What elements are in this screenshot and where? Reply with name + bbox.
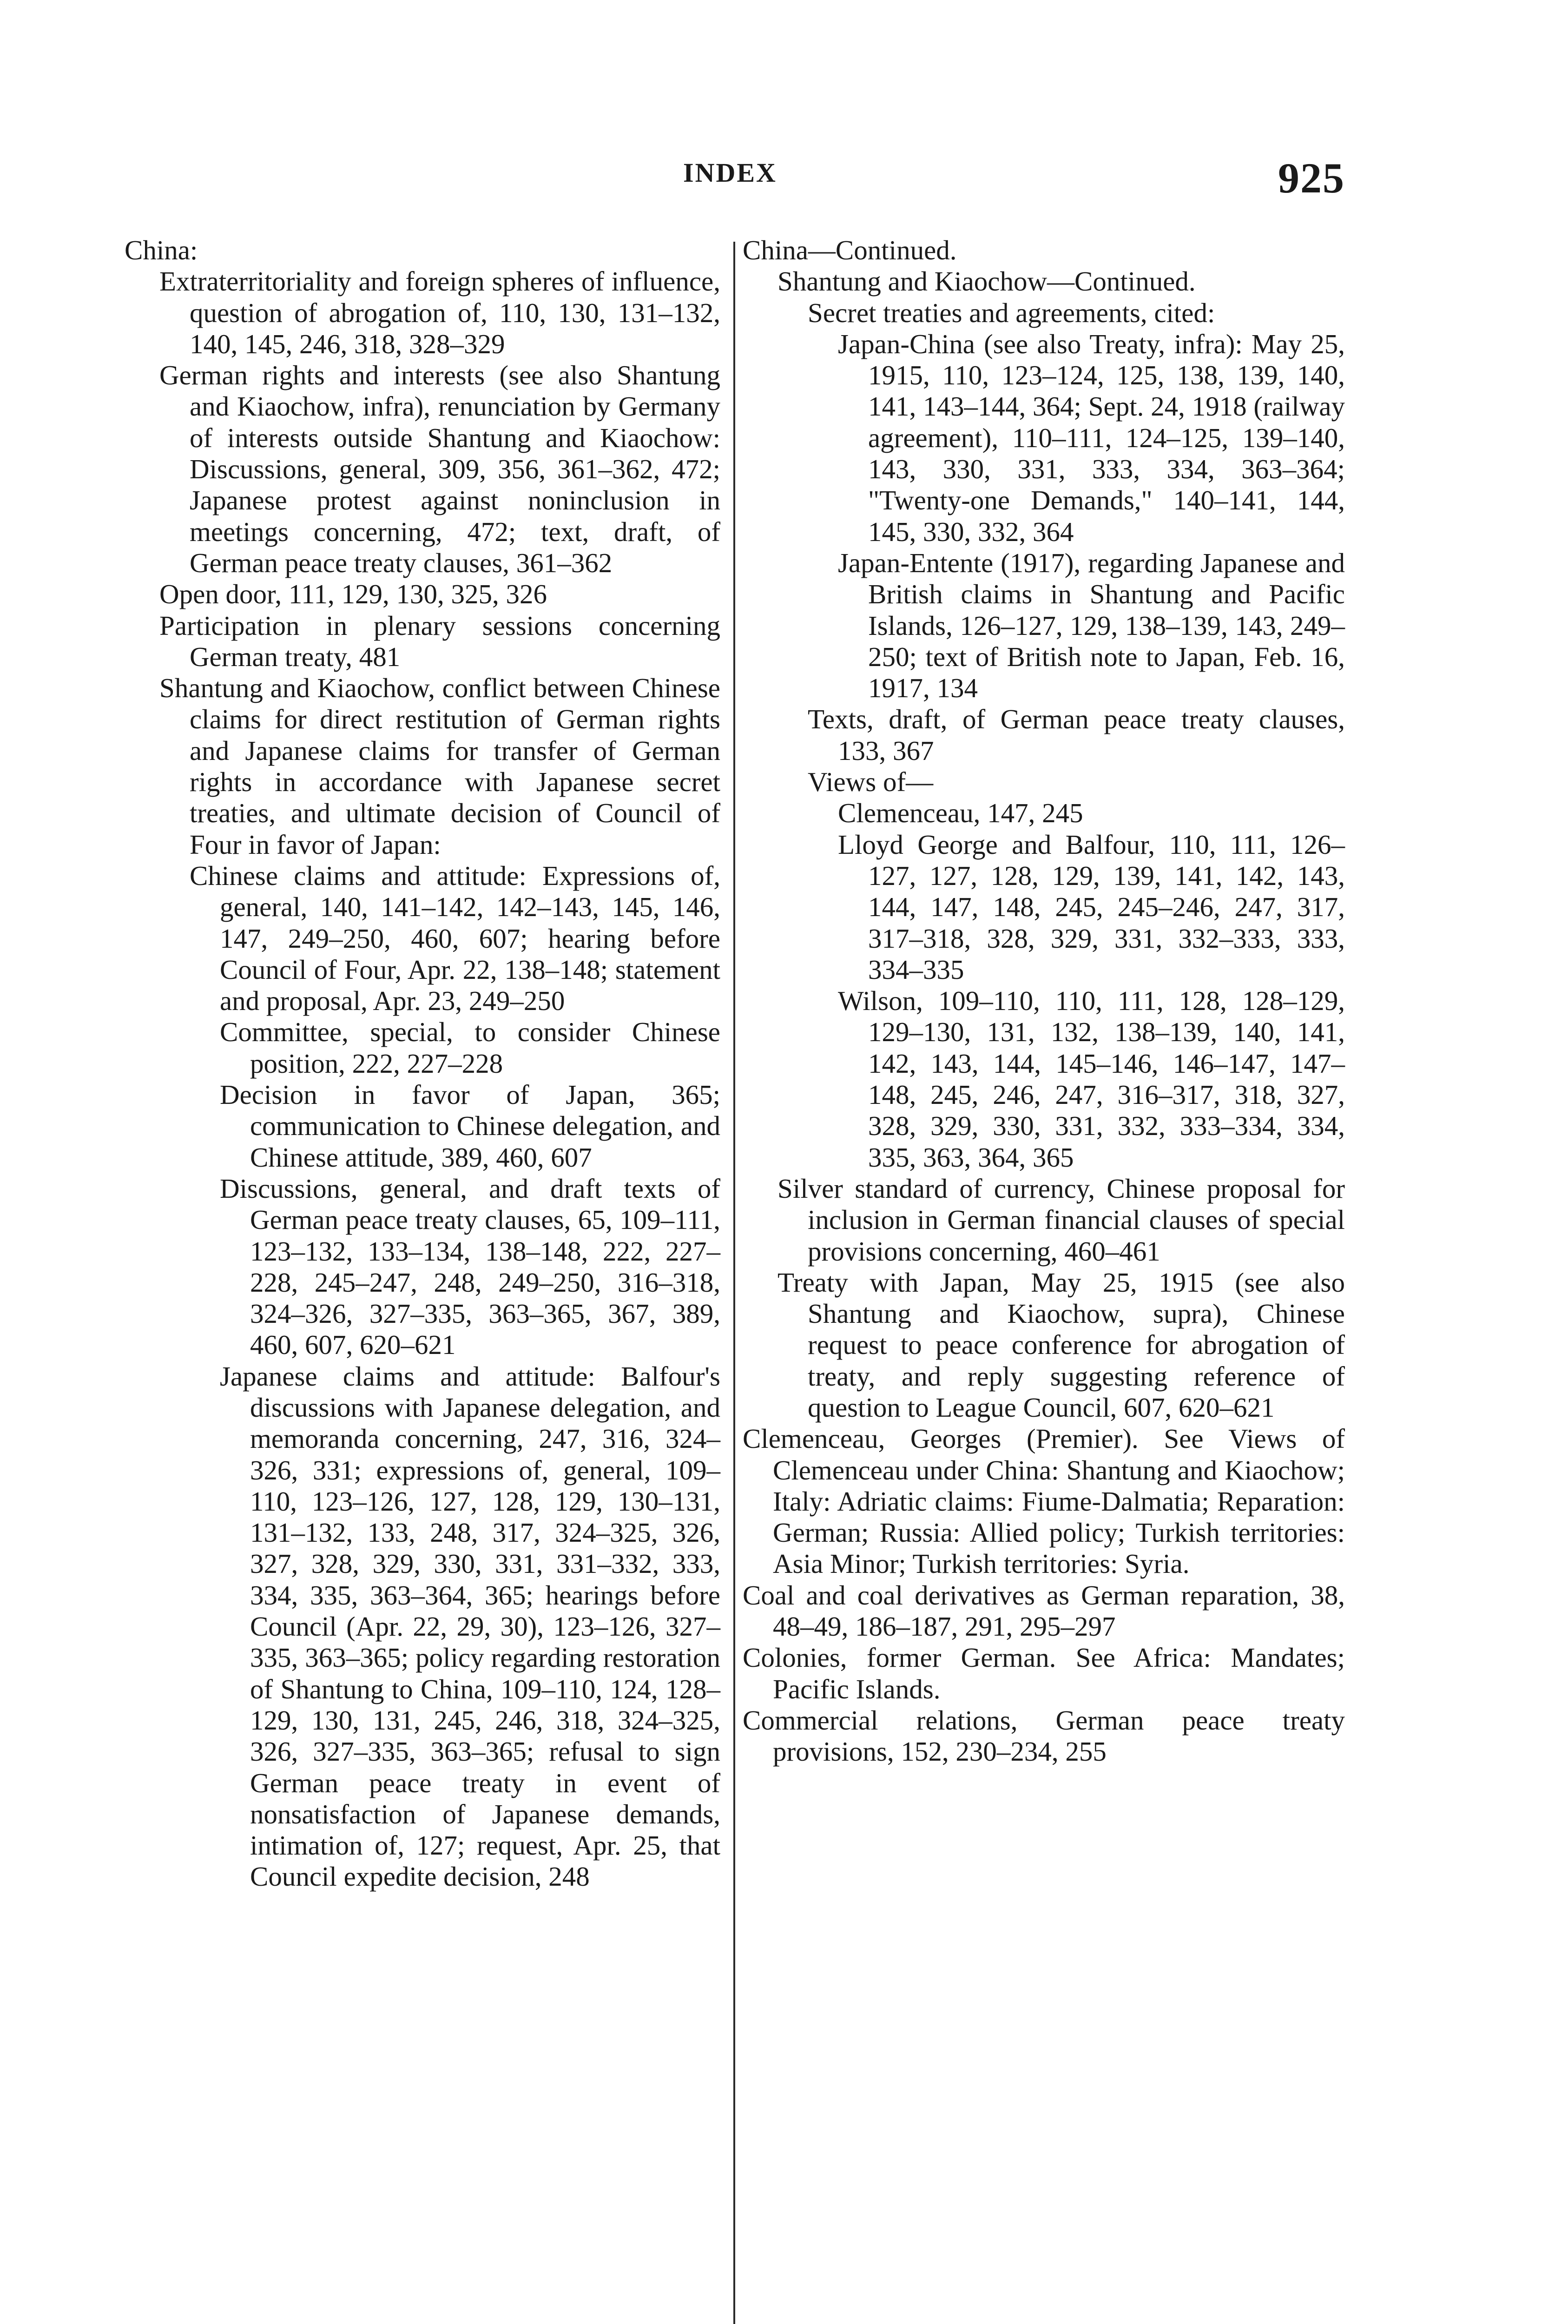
index-subentry: Discussions, general, and draft texts of German peace treaty clauses, 65, 109–111, 123–132, 133–134, 138–148, 222, 227–228, 245–247, 248, 249–250, 316–318, 324–326, 327–335, 363–365, 367, 389, 460, 607, 620–621 [220,1173,720,1360]
running-head [0,153,1568,200]
index-entry: German rights and interests (see also Shantung and Kiaochow, infra), renunciation by Germany of interests outside Shantung and Kiaochow: Discussions, general, 309, 356, 361–362, 472; Japanese protest against noninclusion in meetings concerning, 472; text, draft, of German peace treaty clauses, 361–362 [159,360,720,578]
index-subentry: Committee, special, to consider Chinese position, 222, 227–228 [220,1017,720,1079]
index-subentry: Views of— [808,766,934,798]
index-heading-continued: China—Continued. [743,235,957,265]
column-rule [733,242,735,2324]
index-entry: Shantung and Kiaochow—Continued. [777,266,1196,297]
index-entry: Colonies, former German. See Africa: Mandates; Pacific Islands. [743,1642,1345,1704]
index-entry: Shantung and Kiaochow, conflict between Chinese claims for direct restitution of German rights and Japanese claims for transfer of German rights in accordance with Japanese secret treaties, and ultimate decision of Council of Four in favor of Japan: [159,673,720,860]
index-entry: Extraterritoriality and foreign spheres of influence, question of abrogation of, 110, 130, 131–132, 140, 145, 246, 318, 328–329 [159,266,720,359]
index-entry: Treaty with Japan, May 25, 1915 (see also Shantung and Kiaochow, supra), Chinese request to peace conference for abrogation of treaty, and reply suggesting reference of question to League Council, 607, 620–621 [777,1267,1345,1423]
index-subentry: Lloyd George and Balfour, 110, 111, 126–127, 127, 128, 129, 139, 141, 142, 143, 144, 147, 148, 245, 245–246, 247, 317, 317–318, 328, 329, 331, 332–333, 333, 334–335 [838,829,1345,985]
index-subentry: Japan-Entente (1917), regarding Japanese and British claims in Shantung and Pacific Islands, 126–127, 129, 138–139, 143, 249–250; text of British note to Japan, Feb. 16, 1917, 134 [838,547,1345,704]
index-entry: Commercial relations, German peace treaty provisions, 152, 230–234, 255 [743,1704,1345,1767]
index-entry: Silver standard of currency, Chinese proposal for inclusion in German financial clauses of special provisions concerning, 460–461 [777,1173,1345,1267]
index-subentry: Wilson, 109–110, 110, 111, 128, 128–129, 129–130, 131, 132, 138–139, 140, 141, 142, 143, 144, 145–146, 146–147, 147–148, 245, 246, 247, 316–317, 318, 327, 328, 329, 330, 331, 332, 333–334, 334, 335, 363, 364, 365 [838,985,1345,1173]
index-subentry: Texts, draft, of German peace treaty clauses, 133, 367 [808,704,1345,766]
index-subentry: Chinese claims and attitude: Expressions of, general, 140, 141–142, 142–143, 145, 146, 147, 249–250, 460, 607; hearing before Council of Four, Apr. 22, 138–148; statement and proposal, Apr. 23, 249–250 [190,860,720,1017]
running-head-title: INDEX [683,158,777,188]
index-heading: China: [125,235,198,265]
index-entry: Clemenceau, Georges (Premier). See Views of Clemenceau under China: Shantung and Kiaochow; Italy: Adriatic claims: Fiume-Dalmatia; Reparation: German; Russia: Allied policy; Turkish territories: Asia Minor; Turkish territories: Syria. [743,1423,1345,1579]
left-column [125,235,720,1893]
index-subentry: Japanese claims and attitude: Balfour's discussions with Japanese delegation, and memoranda concerning, 247, 316, 324–326, 331; expressions of, general, 109–110, 123–126, 127, 128, 129, 130–131, 131–132, 133, 248, 317, 324–325, 326, 327, 328, 329, 330, 331, 331–332, 333, 334, 335, 363–364, 365; hearings before Council (Apr. 22, 29, 30), 123–126, 327–335, 363–365; policy regarding restoration of Shantung to China, 109–110, 124, 128–129, 130, 131, 245, 246, 318, 324–325, 326, 327–335, 363–365; refusal to sign German peace treaty in event of nonsatisfaction of Japanese demands, intimation of, 127; request, Apr. 25, that Council expedite decision, 248 [220,1360,720,1892]
index-subentry: Decision in favor of Japan, 365; communication to Chinese delegation, and Chinese attitude, 389, 460, 607 [220,1079,720,1173]
right-column [743,235,1345,1768]
index-subentry: Clemenceau, 147, 245 [838,798,1083,829]
page-number: 925 [1278,154,1345,202]
index-entry: Coal and coal derivatives as German reparation, 38, 48–49, 186–187, 291, 295–297 [743,1579,1345,1642]
index-entry: Participation in plenary sessions concerning German treaty, 481 [159,610,720,672]
index-entry: Open door, 111, 129, 130, 325, 326 [159,579,547,610]
index-subentry: Secret treaties and agreements, cited: [808,297,1215,328]
index-subentry: Japan-China (see also Treaty, infra): May 25, 1915, 110, 123–124, 125, 138, 139, 140, 141, 143–144, 364; Sept. 24, 1918 (railway agreement), 110–111, 124–125, 139–140, 143, 330, 331, 333, 334, 363–364; "Twenty-one Demands," 140–141, 144, 145, 330, 332, 364 [838,328,1345,547]
